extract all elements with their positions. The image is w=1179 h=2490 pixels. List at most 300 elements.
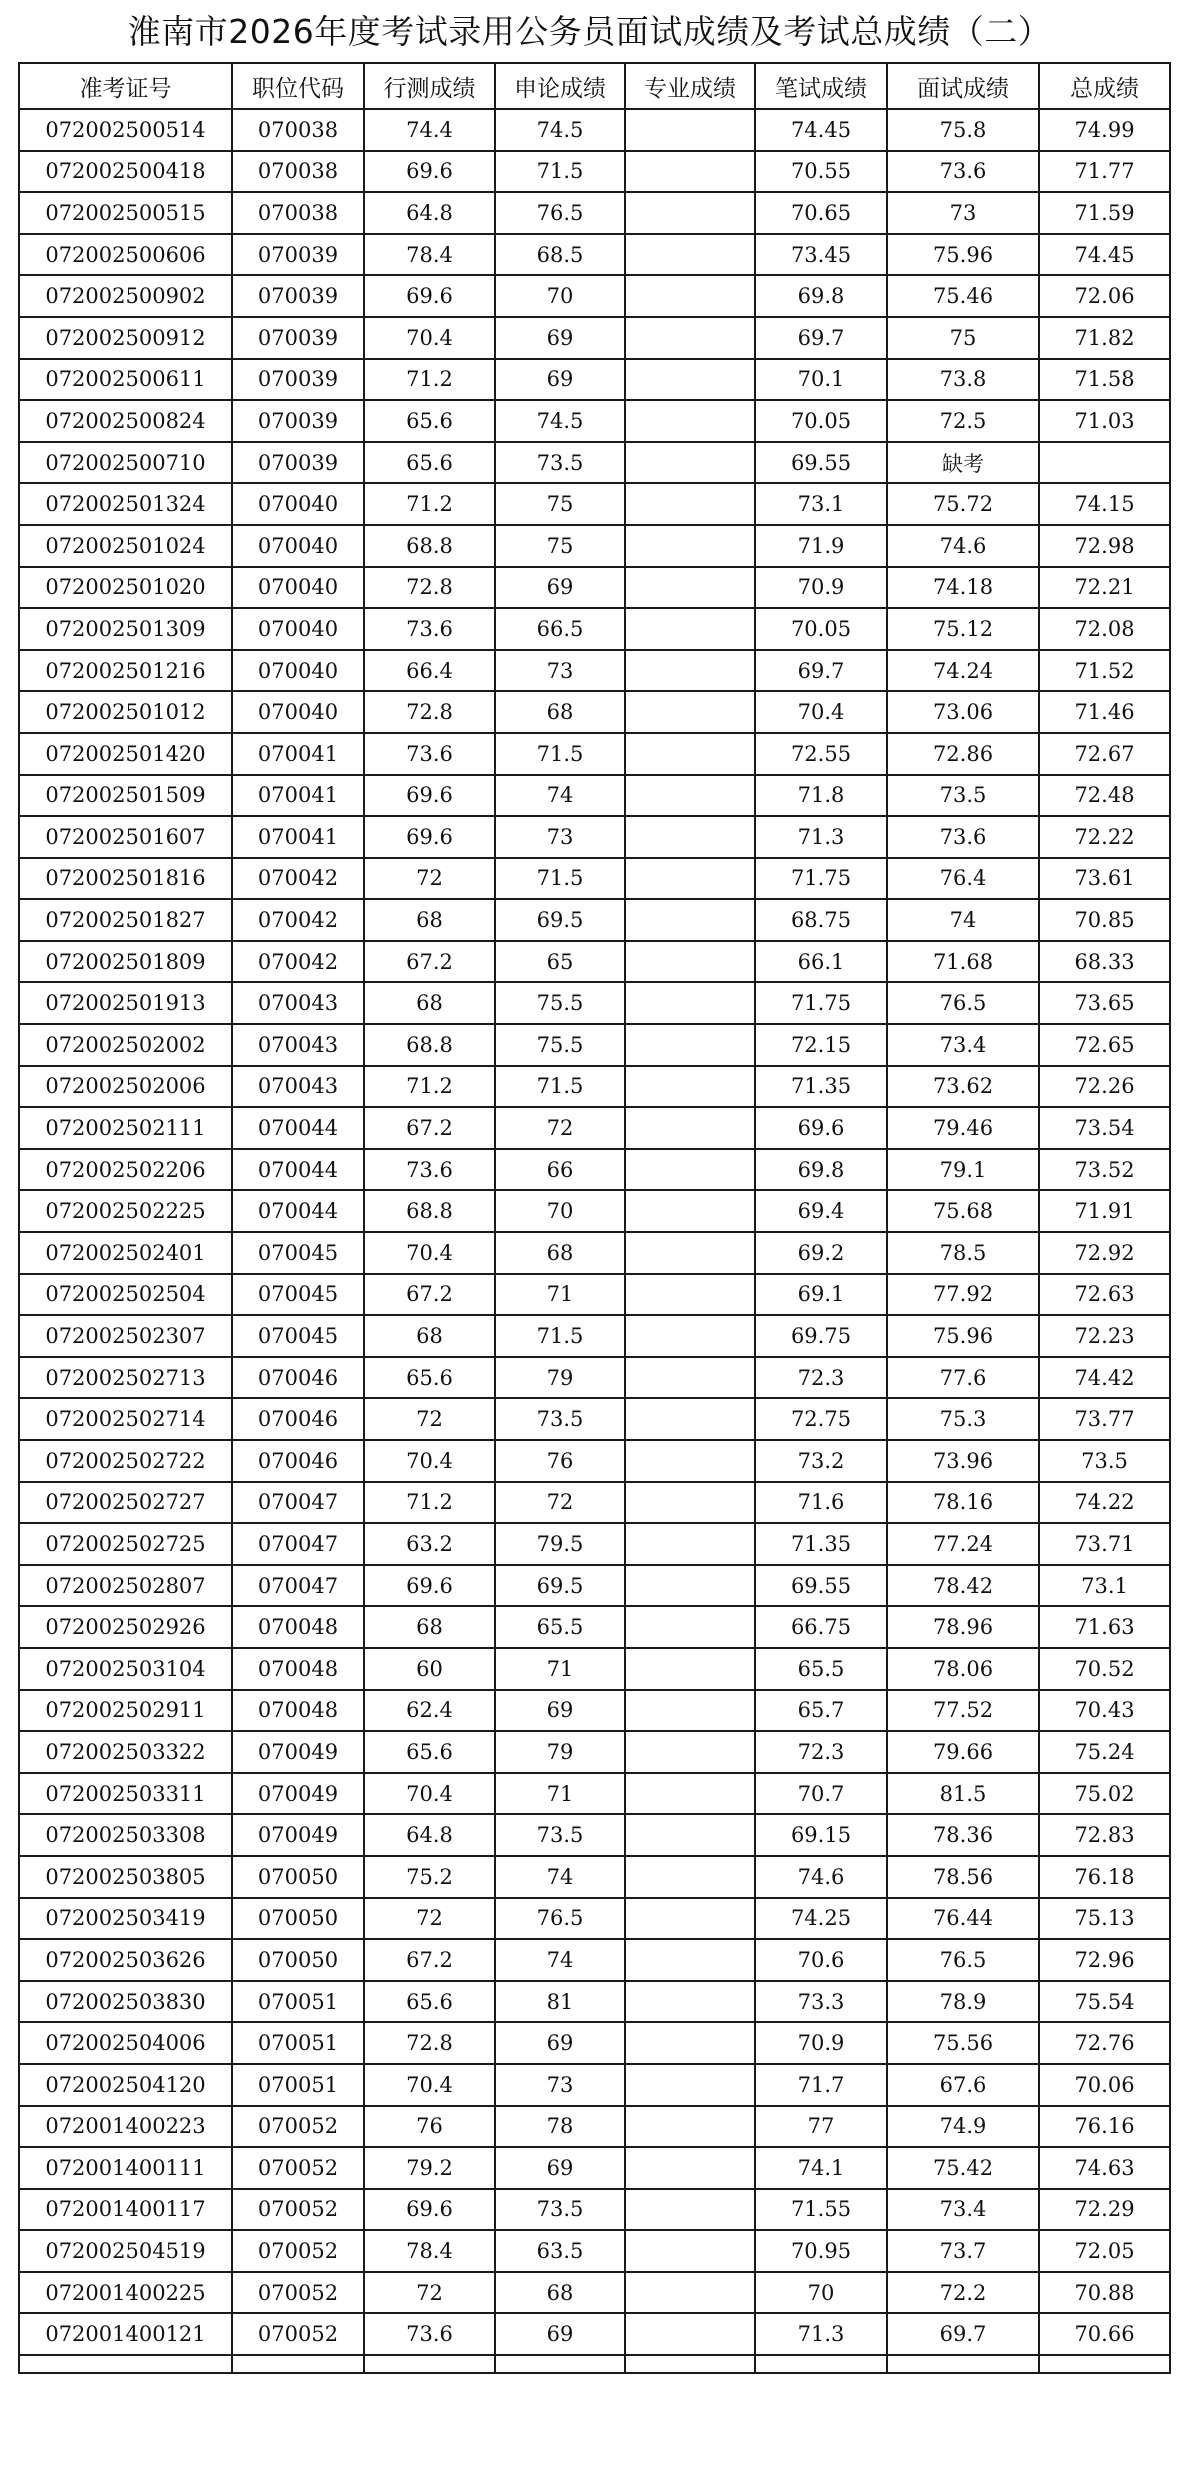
admission-number-cell: 072002504006 [19,2022,232,2064]
professional-score-cell [625,650,755,692]
total-score-cell: 71.77 [1039,151,1170,193]
professional-score-cell [625,608,755,650]
total-score-cell: 71.03 [1039,400,1170,442]
table-row [19,1939,1170,1981]
total-score-cell: 75.24 [1039,1731,1170,1773]
interview-score-cell: 79.1 [887,1149,1039,1191]
empty-cell [1039,2355,1170,2373]
professional-score-cell [625,1315,755,1357]
professional-score-cell [625,1357,755,1399]
table-row [19,775,1170,817]
total-score-cell: 70.52 [1039,1648,1170,1690]
total-score-cell: 72.22 [1039,816,1170,858]
written-score-cell: 71.6 [755,1482,887,1524]
aptitude-score-cell: 67.2 [364,941,495,983]
position-code-cell: 070049 [232,1731,364,1773]
interview-score-cell: 79.46 [887,1107,1039,1149]
total-score-cell [1039,442,1170,484]
table-row [19,733,1170,775]
table-row [19,608,1170,650]
total-score-cell: 74.99 [1039,109,1170,151]
table-row [19,1565,1170,1607]
table-row [19,317,1170,359]
written-score-cell: 72.55 [755,733,887,775]
aptitude-score-cell: 68.8 [364,1024,495,1066]
essay-score-cell: 73 [495,816,625,858]
aptitude-score-cell: 69.6 [364,2189,495,2231]
total-score-cell: 70.06 [1039,2064,1170,2106]
position-code-cell: 070043 [232,1024,364,1066]
professional-score-cell [625,1066,755,1108]
professional-score-cell [625,1939,755,1981]
table-row [19,650,1170,692]
total-score-cell: 74.42 [1039,1357,1170,1399]
aptitude-score-cell: 68 [364,899,495,941]
position-code-cell: 070052 [232,2272,364,2314]
professional-score-cell [625,567,755,609]
table-row [19,858,1170,900]
position-code-cell: 070046 [232,1440,364,1482]
total-score-cell: 72.63 [1039,1274,1170,1316]
professional-score-cell [625,1898,755,1940]
interview-score-cell: 77.52 [887,1690,1039,1732]
total-score-cell: 72.67 [1039,733,1170,775]
written-score-cell: 69.4 [755,1190,887,1232]
admission-number-cell: 072002502206 [19,1149,232,1191]
table-row [19,1066,1170,1108]
interview-score-cell: 75.46 [887,275,1039,317]
aptitude-score-cell: 64.8 [364,1814,495,1856]
admission-number-cell: 072002501827 [19,899,232,941]
admission-number-cell: 072002500611 [19,359,232,401]
professional-score-cell [625,1773,755,1815]
total-score-cell: 72.06 [1039,275,1170,317]
essay-score-cell: 68 [495,1232,625,1274]
interview-score-cell: 73.4 [887,1024,1039,1066]
written-score-cell: 66.1 [755,941,887,983]
aptitude-score-cell: 68 [364,982,495,1024]
professional-score-cell [625,1814,755,1856]
table-row [19,2064,1170,2106]
table-row [19,1440,1170,1482]
written-score-cell: 74.6 [755,1856,887,1898]
interview-score-cell: 72.2 [887,2272,1039,2314]
written-score-cell: 70.9 [755,2022,887,2064]
aptitude-score-cell: 72 [364,1398,495,1440]
position-code-cell: 070039 [232,275,364,317]
table-row [19,192,1170,234]
interview-score-cell: 74.24 [887,650,1039,692]
header-aptitude-score: 行测成绩 [364,63,495,109]
written-score-cell: 71.35 [755,1523,887,1565]
interview-score-cell: 缺考 [887,442,1039,484]
aptitude-score-cell: 76 [364,2106,495,2148]
written-score-cell: 73.45 [755,234,887,276]
written-score-cell: 70.7 [755,1773,887,1815]
total-score-cell: 73.5 [1039,1440,1170,1482]
position-code-cell: 070038 [232,109,364,151]
admission-number-cell: 072002503308 [19,1814,232,1856]
header-essay-score: 申论成绩 [495,63,625,109]
admission-number-cell: 072002500912 [19,317,232,359]
table-row [19,1523,1170,1565]
interview-score-cell: 73.4 [887,2189,1039,2231]
professional-score-cell [625,2189,755,2231]
table-row [19,2230,1170,2272]
professional-score-cell [625,2147,755,2189]
table-row [19,1731,1170,1773]
total-score-cell: 72.65 [1039,1024,1170,1066]
essay-score-cell: 69.5 [495,899,625,941]
essay-score-cell: 74 [495,1939,625,1981]
written-score-cell: 70.05 [755,608,887,650]
position-code-cell: 070048 [232,1606,364,1648]
essay-score-cell: 73.5 [495,1814,625,1856]
table-row [19,1274,1170,1316]
written-score-cell: 65.5 [755,1648,887,1690]
table-row [19,941,1170,983]
written-score-cell: 70.6 [755,1939,887,1981]
position-code-cell: 070052 [232,2106,364,2148]
professional-score-cell [625,1398,755,1440]
total-score-cell: 73.71 [1039,1523,1170,1565]
aptitude-score-cell: 68 [364,1606,495,1648]
essay-score-cell: 75.5 [495,1024,625,1066]
written-score-cell: 72.75 [755,1398,887,1440]
position-code-cell: 070039 [232,234,364,276]
total-score-cell: 75.02 [1039,1773,1170,1815]
aptitude-score-cell: 64.8 [364,192,495,234]
table-row [19,1648,1170,1690]
total-score-cell: 71.59 [1039,192,1170,234]
written-score-cell: 71.75 [755,858,887,900]
essay-score-cell: 65.5 [495,1606,625,1648]
essay-score-cell: 69 [495,359,625,401]
total-score-cell: 74.22 [1039,1482,1170,1524]
position-code-cell: 070048 [232,1648,364,1690]
professional-score-cell [625,109,755,151]
aptitude-score-cell: 71.2 [364,1066,495,1108]
admission-number-cell: 072001400225 [19,2272,232,2314]
position-code-cell: 070052 [232,2230,364,2272]
position-code-cell: 070038 [232,151,364,193]
aptitude-score-cell: 67.2 [364,1274,495,1316]
essay-score-cell: 75 [495,525,625,567]
interview-score-cell: 78.42 [887,1565,1039,1607]
professional-score-cell [625,1856,755,1898]
total-score-cell: 70.66 [1039,2313,1170,2355]
written-score-cell: 71.75 [755,982,887,1024]
position-code-cell: 070048 [232,1690,364,1732]
written-score-cell: 69.2 [755,1232,887,1274]
position-code-cell: 070049 [232,1814,364,1856]
aptitude-score-cell: 70.4 [364,317,495,359]
total-score-cell: 72.48 [1039,775,1170,817]
essay-score-cell: 74.5 [495,109,625,151]
table-row [19,2189,1170,2231]
position-code-cell: 070050 [232,1939,364,1981]
table-row [19,1107,1170,1149]
aptitude-score-cell: 70.4 [364,1440,495,1482]
written-score-cell: 70 [755,2272,887,2314]
professional-score-cell [625,400,755,442]
professional-score-cell [625,442,755,484]
total-score-cell: 76.18 [1039,1856,1170,1898]
professional-score-cell [625,525,755,567]
interview-score-cell: 75 [887,317,1039,359]
interview-score-cell: 75.96 [887,234,1039,276]
professional-score-cell [625,1565,755,1607]
total-score-cell: 73.61 [1039,858,1170,900]
empty-cell [755,2355,887,2373]
position-code-cell: 070039 [232,442,364,484]
interview-score-cell: 74.18 [887,567,1039,609]
written-score-cell: 72.15 [755,1024,887,1066]
aptitude-score-cell: 69.6 [364,816,495,858]
total-score-cell: 72.76 [1039,2022,1170,2064]
admission-number-cell: 072002502401 [19,1232,232,1274]
professional-score-cell [625,1690,755,1732]
admission-number-cell: 072002501607 [19,816,232,858]
essay-score-cell: 66 [495,1149,625,1191]
total-score-cell: 76.16 [1039,2106,1170,2148]
essay-score-cell: 69 [495,2313,625,2355]
position-code-cell: 070042 [232,941,364,983]
table-row [19,1024,1170,1066]
essay-score-cell: 76.5 [495,1898,625,1940]
professional-score-cell [625,775,755,817]
header-admission-number: 准考证号 [19,63,232,109]
essay-score-cell: 72 [495,1482,625,1524]
position-code-cell: 070052 [232,2313,364,2355]
interview-score-cell: 75.72 [887,483,1039,525]
empty-cell [364,2355,495,2373]
admission-number-cell: 072002502713 [19,1357,232,1399]
table-row [19,1398,1170,1440]
total-score-cell: 72.92 [1039,1232,1170,1274]
essay-score-cell: 74 [495,775,625,817]
aptitude-score-cell: 70.4 [364,1232,495,1274]
essay-score-cell: 76 [495,1440,625,1482]
essay-score-cell: 70 [495,275,625,317]
aptitude-score-cell: 71.2 [364,483,495,525]
aptitude-score-cell: 71.2 [364,359,495,401]
interview-score-cell: 78.96 [887,1606,1039,1648]
essay-score-cell: 73.5 [495,2189,625,2231]
total-score-cell: 72.08 [1039,608,1170,650]
table-row [19,691,1170,733]
interview-score-cell: 79.66 [887,1731,1039,1773]
interview-score-cell: 75.12 [887,608,1039,650]
interview-score-cell: 73 [887,192,1039,234]
aptitude-score-cell: 72.8 [364,2022,495,2064]
position-code-cell: 070044 [232,1107,364,1149]
professional-score-cell [625,151,755,193]
header-interview-score: 面试成绩 [887,63,1039,109]
admission-number-cell: 072002502725 [19,1523,232,1565]
interview-score-cell: 74 [887,899,1039,941]
header-position-code: 职位代码 [232,63,364,109]
total-score-cell: 72.29 [1039,2189,1170,2231]
written-score-cell: 71.9 [755,525,887,567]
written-score-cell: 69.1 [755,1274,887,1316]
table-row [19,275,1170,317]
interview-score-cell: 77.6 [887,1357,1039,1399]
total-score-cell: 72.21 [1039,567,1170,609]
position-code-cell: 070051 [232,1981,364,2023]
total-score-cell: 74.63 [1039,2147,1170,2189]
written-score-cell: 69.55 [755,442,887,484]
interview-score-cell: 75.56 [887,2022,1039,2064]
professional-score-cell [625,2313,755,2355]
written-score-cell: 70.9 [755,567,887,609]
admission-number-cell: 072002501420 [19,733,232,775]
professional-score-cell [625,1149,755,1191]
position-code-cell: 070046 [232,1357,364,1399]
position-code-cell: 070040 [232,525,364,567]
position-code-cell: 070039 [232,400,364,442]
admission-number-cell: 072002500902 [19,275,232,317]
admission-number-cell: 072002501809 [19,941,232,983]
interview-score-cell: 78.06 [887,1648,1039,1690]
interview-score-cell: 75.3 [887,1398,1039,1440]
position-code-cell: 070038 [232,192,364,234]
position-code-cell: 070040 [232,608,364,650]
interview-score-cell: 78.56 [887,1856,1039,1898]
aptitude-score-cell: 72 [364,1898,495,1940]
interview-score-cell: 78.16 [887,1482,1039,1524]
written-score-cell: 73.1 [755,483,887,525]
interview-score-cell: 76.44 [887,1898,1039,1940]
aptitude-score-cell: 78.4 [364,2230,495,2272]
scores-table [18,62,1171,2374]
admission-number-cell: 072002503322 [19,1731,232,1773]
professional-score-cell [625,317,755,359]
written-score-cell: 71.7 [755,2064,887,2106]
aptitude-score-cell: 73.6 [364,2313,495,2355]
written-score-cell: 69.15 [755,1814,887,1856]
admission-number-cell: 072002502722 [19,1440,232,1482]
interview-score-cell: 73.06 [887,691,1039,733]
aptitude-score-cell: 62.4 [364,1690,495,1732]
aptitude-score-cell: 78.4 [364,234,495,276]
total-score-cell: 72.96 [1039,1939,1170,1981]
admission-number-cell: 072002501216 [19,650,232,692]
table-row [19,2022,1170,2064]
admission-number-cell: 072002503805 [19,1856,232,1898]
interview-score-cell: 78.5 [887,1232,1039,1274]
total-score-cell: 70.43 [1039,1690,1170,1732]
total-score-cell: 71.82 [1039,317,1170,359]
table-row [19,1149,1170,1191]
admission-number-cell: 072002501020 [19,567,232,609]
essay-score-cell: 69 [495,2022,625,2064]
aptitude-score-cell: 69.6 [364,1565,495,1607]
written-score-cell: 65.7 [755,1690,887,1732]
position-code-cell: 070039 [232,359,364,401]
written-score-cell: 74.25 [755,1898,887,1940]
admission-number-cell: 072002501816 [19,858,232,900]
admission-number-cell: 072002502727 [19,1482,232,1524]
position-code-cell: 070051 [232,2022,364,2064]
professional-score-cell [625,2022,755,2064]
table-row [19,1232,1170,1274]
admission-number-cell: 072002500710 [19,442,232,484]
aptitude-score-cell: 69.6 [364,275,495,317]
position-code-cell: 070041 [232,816,364,858]
aptitude-score-cell: 69.6 [364,151,495,193]
written-score-cell: 71.8 [755,775,887,817]
admission-number-cell: 072002503419 [19,1898,232,1940]
admission-number-cell: 072002502926 [19,1606,232,1648]
essay-score-cell: 71 [495,1648,625,1690]
professional-score-cell [625,359,755,401]
table-row [19,359,1170,401]
professional-score-cell [625,1274,755,1316]
essay-score-cell: 81 [495,1981,625,2023]
position-code-cell: 070050 [232,1898,364,1940]
interview-score-cell: 77.24 [887,1523,1039,1565]
total-score-cell: 71.46 [1039,691,1170,733]
admission-number-cell: 072002500514 [19,109,232,151]
aptitude-score-cell: 74.4 [364,109,495,151]
essay-score-cell: 72 [495,1107,625,1149]
written-score-cell: 70.65 [755,192,887,234]
table-row [19,1190,1170,1232]
table-row [19,2313,1170,2355]
written-score-cell: 68.75 [755,899,887,941]
aptitude-score-cell: 72 [364,858,495,900]
total-score-cell: 73.54 [1039,1107,1170,1149]
aptitude-score-cell: 60 [364,1648,495,1690]
essay-score-cell: 71.5 [495,733,625,775]
table-row [19,1606,1170,1648]
essay-score-cell: 70 [495,1190,625,1232]
admission-number-cell: 072002500418 [19,151,232,193]
professional-score-cell [625,691,755,733]
aptitude-score-cell: 68 [364,1315,495,1357]
page-title: 淮南市2026年度考试录用公务员面试成绩及考试总成绩（二） [127,12,1052,51]
total-score-cell: 75.13 [1039,1898,1170,1940]
professional-score-cell [625,275,755,317]
professional-score-cell [625,1981,755,2023]
admission-number-cell: 072002501024 [19,525,232,567]
admission-number-cell: 072002501012 [19,691,232,733]
admission-number-cell: 072002504120 [19,2064,232,2106]
interview-score-cell: 77.92 [887,1274,1039,1316]
written-score-cell: 69.7 [755,317,887,359]
essay-score-cell: 68 [495,2272,625,2314]
table-row [19,2147,1170,2189]
written-score-cell: 71.35 [755,1066,887,1108]
essay-score-cell: 63.5 [495,2230,625,2272]
professional-score-cell [625,1440,755,1482]
written-score-cell: 69.6 [755,1107,887,1149]
essay-score-cell: 73 [495,2064,625,2106]
position-code-cell: 070052 [232,2189,364,2231]
written-score-cell: 70.05 [755,400,887,442]
interview-score-cell: 76.5 [887,982,1039,1024]
written-score-cell: 72.3 [755,1731,887,1773]
aptitude-score-cell: 65.6 [364,1357,495,1399]
essay-score-cell: 75 [495,483,625,525]
table-row [19,109,1170,151]
admission-number-cell: 072002502911 [19,1690,232,1732]
total-score-cell: 68.33 [1039,941,1170,983]
total-score-cell: 72.23 [1039,1315,1170,1357]
position-code-cell: 070040 [232,650,364,692]
admission-number-cell: 072002503830 [19,1981,232,2023]
